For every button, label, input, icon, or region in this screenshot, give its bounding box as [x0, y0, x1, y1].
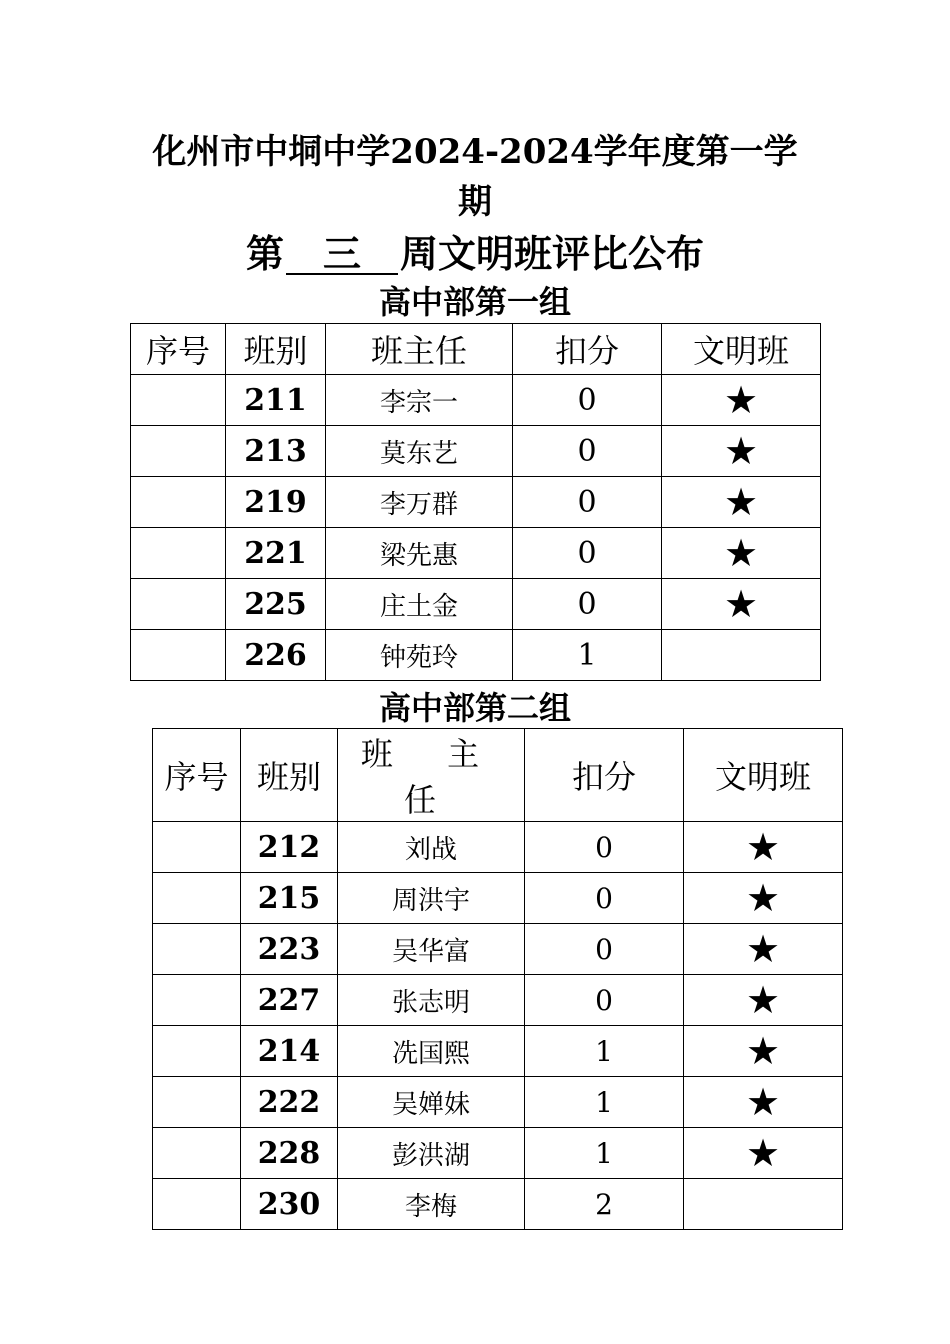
table-row [153, 1128, 843, 1179]
teacher-cell: 吴婵妹 [338, 1077, 525, 1128]
deduction-cell: 0 [525, 873, 684, 924]
deduction-cell: 0 [513, 375, 662, 426]
teacher-cell: 冼国熙 [338, 1026, 525, 1077]
table-row [131, 426, 821, 477]
index-cell [131, 477, 226, 528]
teacher-cell: 吴华富 [338, 924, 525, 975]
star-icon: ★ [684, 924, 843, 975]
star-icon: ★ [662, 477, 821, 528]
table-row [153, 1179, 843, 1230]
class-cell: 226 [226, 630, 326, 681]
star-icon: ★ [662, 528, 821, 579]
table-row [153, 873, 843, 924]
table-header-row [131, 324, 821, 375]
teacher-cell: 李梅 [338, 1179, 525, 1230]
star-icon: ★ [684, 975, 843, 1026]
teacher-cell: 梁先惠 [326, 528, 513, 579]
table-header-row [153, 729, 843, 822]
group2-body [153, 822, 843, 1230]
header-index: 序号 [153, 729, 241, 822]
table-row [131, 477, 821, 528]
group1-table [130, 323, 821, 681]
star-icon: ★ [662, 375, 821, 426]
header-index: 序号 [131, 324, 226, 375]
document-title-line2: 期 [458, 182, 492, 222]
deduction-cell: 0 [513, 426, 662, 477]
table-row [131, 579, 821, 630]
class-cell: 227 [241, 975, 338, 1026]
table-row [131, 375, 821, 426]
week-heading [0, 230, 950, 278]
teacher-cell: 钟苑玲 [326, 630, 513, 681]
star-icon [662, 630, 821, 681]
star-icon: ★ [684, 822, 843, 873]
star-icon: ★ [662, 579, 821, 630]
deduction-cell: 0 [513, 579, 662, 630]
deduction-cell: 1 [513, 630, 662, 681]
deduction-cell: 0 [513, 477, 662, 528]
group1-title: 高中部第一组 [378, 283, 571, 321]
table-row [131, 630, 821, 681]
teacher-cell: 刘战 [338, 822, 525, 873]
header-civilized: 文明班 [684, 729, 843, 822]
week-suffix: 周文明班评比公布 [400, 231, 705, 276]
index-cell [153, 1179, 241, 1230]
group2-table [152, 728, 843, 1230]
class-cell: 222 [241, 1077, 338, 1128]
index-cell [153, 975, 241, 1026]
table-row [153, 975, 843, 1026]
class-cell: 228 [241, 1128, 338, 1179]
class-cell: 230 [241, 1179, 338, 1230]
class-cell: 225 [226, 579, 326, 630]
header-teacher: 班 主 任 [338, 729, 525, 822]
class-cell: 221 [226, 528, 326, 579]
index-cell [153, 1128, 241, 1179]
class-cell: 223 [241, 924, 338, 975]
document-title-line1: 化州市中垌中学2024-2024学年度第一学 [152, 132, 798, 172]
header-deduction: 扣分 [513, 324, 662, 375]
index-cell [131, 579, 226, 630]
star-icon: ★ [684, 873, 843, 924]
group1-body [131, 375, 821, 681]
star-icon: ★ [684, 1128, 843, 1179]
teacher-cell: 庄土金 [326, 579, 513, 630]
star-icon [684, 1179, 843, 1230]
index-cell [153, 1026, 241, 1077]
index-cell [131, 630, 226, 681]
deduction-cell: 0 [513, 528, 662, 579]
table-row [131, 528, 821, 579]
header-deduction: 扣分 [525, 729, 684, 822]
class-cell: 215 [241, 873, 338, 924]
deduction-cell: 0 [525, 924, 684, 975]
table-row [153, 924, 843, 975]
index-cell [153, 1077, 241, 1128]
header-civilized: 文明班 [662, 324, 821, 375]
index-cell [131, 426, 226, 477]
star-icon: ★ [662, 426, 821, 477]
week-prefix: 第 [245, 231, 284, 276]
class-cell: 211 [226, 375, 326, 426]
index-cell [153, 924, 241, 975]
deduction-cell: 1 [525, 1077, 684, 1128]
header-class: 班别 [226, 324, 326, 375]
index-cell [131, 375, 226, 426]
table-row [153, 822, 843, 873]
table-row [153, 1077, 843, 1128]
week-number: 三 [286, 235, 398, 275]
index-cell [153, 822, 241, 873]
deduction-cell: 1 [525, 1128, 684, 1179]
teacher-cell: 彭洪湖 [338, 1128, 525, 1179]
teacher-cell: 周洪宇 [338, 873, 525, 924]
header-teacher: 班主任 [326, 324, 513, 375]
star-icon: ★ [684, 1026, 843, 1077]
deduction-cell: 0 [525, 822, 684, 873]
header-class: 班别 [241, 729, 338, 822]
deduction-cell: 0 [525, 975, 684, 1026]
index-cell [153, 873, 241, 924]
teacher-cell: 莫东艺 [326, 426, 513, 477]
group2-title: 高中部第二组 [378, 689, 571, 727]
table-row [153, 1026, 843, 1077]
deduction-cell: 1 [525, 1026, 684, 1077]
class-cell: 219 [226, 477, 326, 528]
class-cell: 214 [241, 1026, 338, 1077]
class-cell: 212 [241, 822, 338, 873]
teacher-cell: 李宗一 [326, 375, 513, 426]
class-cell: 213 [226, 426, 326, 477]
deduction-cell: 2 [525, 1179, 684, 1230]
teacher-cell: 张志明 [338, 975, 525, 1026]
index-cell [131, 528, 226, 579]
star-icon: ★ [684, 1077, 843, 1128]
teacher-cell: 李万群 [326, 477, 513, 528]
